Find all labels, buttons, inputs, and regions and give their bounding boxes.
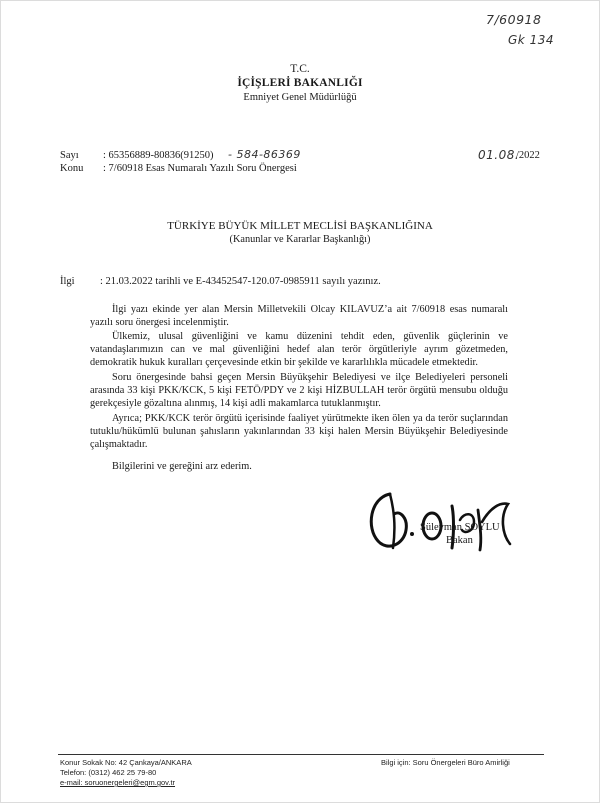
footer-info: Bilgi için: Soru Önergeleri Büro Amirliği bbox=[381, 758, 510, 767]
body-paragraph-2-text: Ülkemiz, ulusal güvenliğini ve kamu düzenini tehdit eden, güvenlik güçlerinin ve vatandaşlarımızın can ve mal güvenliğini hedef alan terör örgütleriyle ayrım gözetmeden, demokratik hukuk kuralları çerçevesinde etkin bir şekilde ve kararlılıkla mücadele etmektedir. bbox=[90, 331, 508, 369]
footer-address: Konur Sokak No: 42 Çankaya/ANKARA bbox=[60, 758, 192, 767]
sayi-label: Sayı bbox=[60, 150, 79, 161]
konu-value: : 7/60918 Esas Numaralı Yazılı Soru Önergesi bbox=[103, 163, 297, 174]
recipient-title: TÜRKİYE BÜYÜK MİLLET MECLİSİ BAŞKANLIĞINA bbox=[167, 220, 433, 232]
header-directorate: Emniyet Genel Müdürlüğü bbox=[243, 92, 357, 103]
body-paragraph-1-text: İlgi yazı ekinde yer alan Mersin Milletvekili Olcay KILAVUZ’a ait 7/60918 esas numaralı yazılı soru önergesi incelenmiştir. bbox=[90, 304, 508, 329]
signatory-title: Bakan bbox=[446, 535, 473, 546]
ilgi-value: : 21.03.2022 tarihli ve E-43452547-120.07-0985911 sayılı yazınız. bbox=[100, 276, 381, 287]
handwritten-code: Gk 134 bbox=[508, 33, 554, 47]
signature-icon bbox=[360, 486, 530, 556]
closing-line bbox=[90, 460, 508, 473]
footer-phone: Telefon: (0312) 462 25 79-80 bbox=[60, 768, 157, 777]
handwritten-date-prefix: 01.08. bbox=[478, 148, 520, 162]
body-paragraph-1 bbox=[90, 303, 508, 329]
header-ministry: İÇİŞLERİ BAKANLIĞI bbox=[237, 77, 363, 89]
date-suffix: /2022 bbox=[516, 150, 540, 161]
body-paragraph-4 bbox=[90, 412, 508, 452]
signatory-name: Süleyman SOYLU bbox=[420, 522, 500, 533]
body-paragraph-3-text: Soru önergesinde bahsi geçen Mersin Büyükşehir Belediyesi ve ilçe Belediyeleri personeli arasında 33 kişi PKK/KCK, 5 kişi FETÖ/PDY ve 2 kişi HİZBULLAH terör örgütü mensubu olduğu gerekçesiyle gözaltına alınmış, 14 kişi adli makamlarca tutuklanmıştır. bbox=[90, 372, 508, 410]
sayi-value: : 65356889-80836(91250) bbox=[103, 150, 214, 161]
body-paragraph-2 bbox=[90, 330, 508, 370]
handwritten-reference-number: 7/60918 bbox=[486, 12, 542, 27]
body-paragraph-4-text: Ayrıca; PKK/KCK terör örgütü içerisinde faaliyet yürütmekte iken ölen ya da terör suçlarından tutuklu/hükümlü bulunan şahısların yakınlarından 33 kişi halen Mersin Büyükşehir Belediyesinde çalışmaktadır. bbox=[90, 413, 508, 451]
footer-email-link[interactable]: e-mail: soruonergeleri@egm.gov.tr bbox=[60, 778, 176, 787]
konu-label: Konu bbox=[60, 163, 84, 174]
footer-divider bbox=[58, 754, 544, 755]
closing-line-text: Bilgilerini ve gereğini arz ederim. bbox=[112, 461, 252, 472]
ilgi-label: İlgi bbox=[60, 276, 75, 287]
header-tc: T.C. bbox=[290, 63, 310, 75]
body-paragraph-3 bbox=[90, 371, 508, 411]
recipient-subtitle: (Kanunlar ve Kararlar Başkanlığı) bbox=[229, 234, 371, 245]
handwritten-sayi-suffix: - 584-86369 bbox=[228, 148, 301, 161]
